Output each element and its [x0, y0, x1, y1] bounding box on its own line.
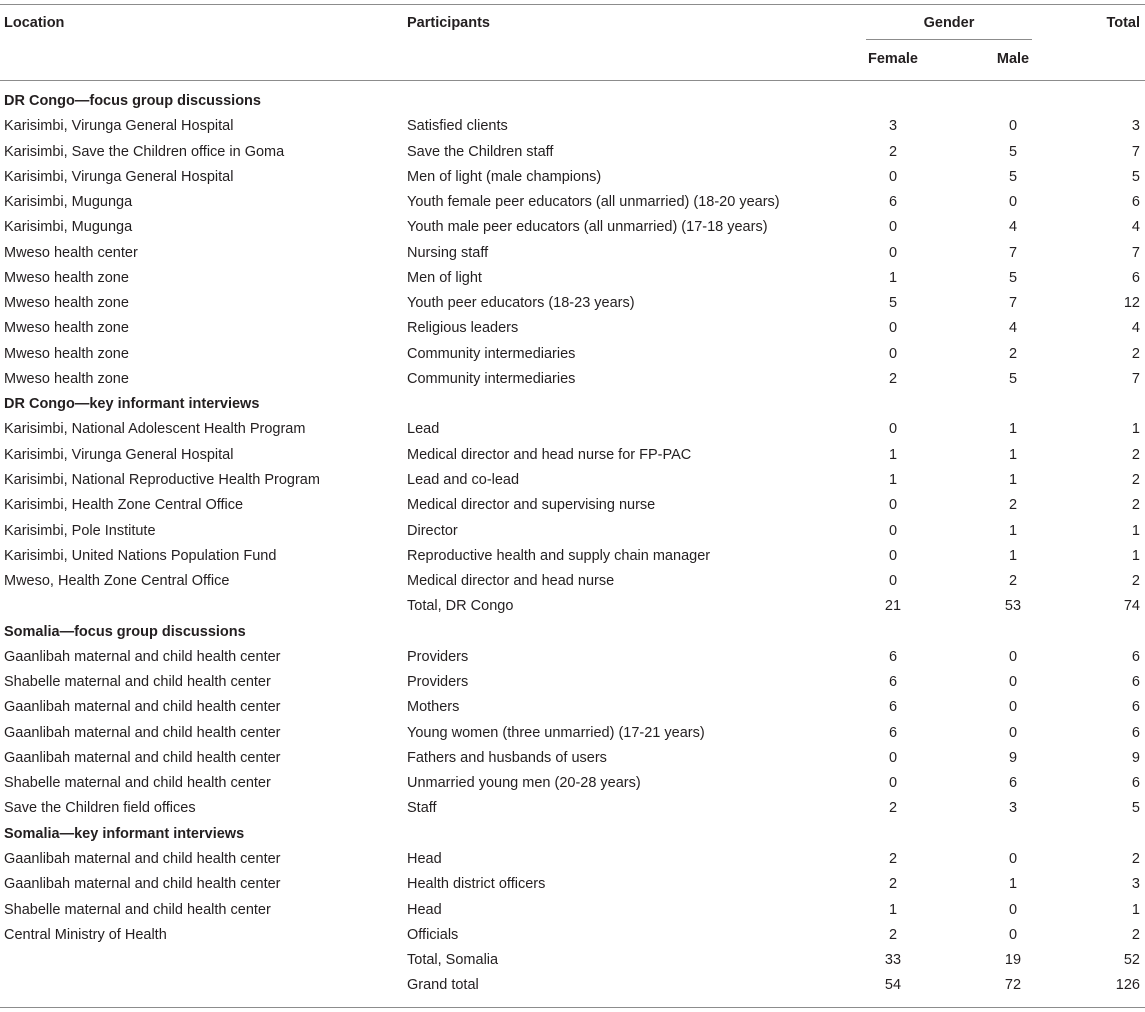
cell-participants: Total, Somalia	[407, 952, 499, 969]
cell-male: 0	[1008, 926, 1018, 943]
table-row	[0, 367, 1145, 392]
cell-male: 3	[1008, 800, 1018, 817]
cell-total: 1	[1131, 522, 1140, 539]
cell-participants: Youth female peer educators (all unmarried) (18-20 years)	[407, 194, 780, 211]
cell-participants: Men of light	[407, 269, 482, 286]
cell-participants: Director	[407, 522, 458, 539]
cell-total: 4	[1131, 320, 1140, 337]
cell-location: Shabelle maternal and child health center	[4, 674, 271, 691]
cell-female: 0	[888, 749, 898, 766]
cell-female: 54	[884, 977, 902, 994]
cell-male: 2	[1008, 345, 1018, 362]
table-row	[0, 544, 1145, 569]
cell-total: 3	[1131, 876, 1140, 893]
section-header-row	[0, 392, 1145, 417]
section-header-row	[0, 620, 1145, 645]
cell-location: Save the Children field offices	[4, 800, 196, 817]
table-row	[0, 493, 1145, 518]
cell-female: 0	[888, 168, 898, 185]
cell-participants: Medical director and supervising nurse	[407, 497, 656, 514]
cell-total: 6	[1131, 648, 1140, 665]
cell-location: Karisimbi, Virunga General Hospital	[4, 118, 234, 135]
cell-location: Karisimbi, National Adolescent Health Program	[4, 421, 306, 438]
cell-male: 2	[1008, 497, 1018, 514]
cell-participants: Lead and co-lead	[407, 471, 520, 488]
cell-participants: Community intermediaries	[407, 370, 576, 387]
cell-participants: Save the Children staff	[407, 143, 554, 160]
cell-total: 6	[1131, 724, 1140, 741]
cell-participants: Officials	[407, 926, 459, 943]
cell-participants: Nursing staff	[407, 244, 489, 261]
cell-location: Karisimbi, Virunga General Hospital	[4, 446, 234, 463]
cell-male: 1	[1008, 522, 1018, 539]
cell-participants: Youth peer educators (18-23 years)	[407, 295, 635, 312]
section-header-row	[0, 822, 1145, 847]
cell-male: 4	[1008, 320, 1018, 337]
table-row	[0, 519, 1145, 544]
cell-location: Mweso health zone	[4, 269, 129, 286]
cell-participants: Mothers	[407, 699, 460, 716]
table-row	[0, 165, 1145, 190]
cell-participants: Lead	[407, 421, 440, 438]
cell-female: 0	[888, 345, 898, 362]
table-row	[0, 316, 1145, 341]
table-row	[0, 594, 1145, 619]
table-row	[0, 468, 1145, 493]
section-header-row	[0, 89, 1145, 114]
cell-location: Gaanlibah maternal and child health center	[4, 648, 281, 665]
table-row	[0, 898, 1145, 923]
cell-location: Mweso health zone	[4, 295, 129, 312]
cell-total: 74	[1123, 598, 1140, 615]
cell-total: 6	[1131, 269, 1140, 286]
cell-male: 2	[1008, 573, 1018, 590]
cell-location: Karisimbi, National Reproductive Health Program	[4, 471, 320, 488]
table-row	[0, 973, 1145, 998]
section-title: DR Congo—focus group discussions	[4, 93, 261, 109]
cell-female: 0	[888, 775, 898, 792]
cell-male: 0	[1008, 118, 1018, 135]
header-bottom-rule	[0, 80, 1145, 81]
cell-participants: Satisfied clients	[407, 118, 508, 135]
cell-participants: Fathers and husbands of users	[407, 749, 607, 766]
cell-location: Karisimbi, Mugunga	[4, 219, 133, 236]
cell-location: Central Ministry of Health	[4, 926, 167, 943]
cell-location: Gaanlibah maternal and child health center	[4, 850, 281, 867]
cell-female: 2	[888, 800, 898, 817]
cell-total: 5	[1131, 168, 1140, 185]
cell-female: 2	[888, 850, 898, 867]
cell-total: 2	[1131, 446, 1140, 463]
cell-male: 53	[1004, 598, 1022, 615]
cell-location: Mweso health zone	[4, 320, 129, 337]
header-female: Female	[868, 51, 918, 67]
cell-total: 7	[1131, 143, 1140, 160]
table-row	[0, 114, 1145, 139]
cell-participants: Medical director and head nurse	[407, 573, 615, 590]
cell-total: 6	[1131, 194, 1140, 211]
cell-participants: Religious leaders	[407, 320, 519, 337]
cell-total: 2	[1131, 573, 1140, 590]
cell-participants: Staff	[407, 800, 437, 817]
table-row	[0, 569, 1145, 594]
cell-male: 7	[1008, 295, 1018, 312]
cell-male: 1	[1008, 876, 1018, 893]
cell-male: 4	[1008, 219, 1018, 236]
header-gender: Gender	[923, 15, 975, 31]
cell-male: 0	[1008, 674, 1018, 691]
cell-total: 2	[1131, 497, 1140, 514]
cell-participants: Young women (three unmarried) (17-21 years)	[407, 724, 705, 741]
cell-male: 72	[1004, 977, 1022, 994]
cell-male: 1	[1008, 471, 1018, 488]
table-row	[0, 645, 1145, 670]
cell-location: Karisimbi, Mugunga	[4, 194, 133, 211]
cell-male: 5	[1008, 269, 1018, 286]
cell-female: 2	[888, 370, 898, 387]
table-row	[0, 291, 1145, 316]
cell-male: 0	[1008, 648, 1018, 665]
cell-female: 3	[888, 118, 898, 135]
cell-participants: Men of light (male champions)	[407, 168, 602, 185]
cell-total: 7	[1131, 244, 1140, 261]
section-title: Somalia—key informant interviews	[4, 825, 245, 842]
table-row	[0, 695, 1145, 720]
table-row	[0, 923, 1145, 948]
table-row	[0, 140, 1145, 165]
cell-female: 0	[888, 522, 898, 539]
cell-male: 1	[1008, 421, 1018, 438]
cell-total: 6	[1131, 699, 1140, 716]
cell-male: 0	[1008, 699, 1018, 716]
table-row	[0, 241, 1145, 266]
section-title: Somalia—focus group discussions	[4, 623, 246, 640]
cell-female: 0	[888, 244, 898, 261]
table-body	[0, 89, 1145, 999]
cell-location: Gaanlibah maternal and child health center	[4, 876, 281, 893]
cell-participants: Reproductive health and supply chain manager	[407, 547, 711, 564]
cell-female: 1	[888, 471, 898, 488]
table-row	[0, 215, 1145, 240]
cell-male: 5	[1008, 143, 1018, 160]
table-row	[0, 746, 1145, 771]
cell-male: 7	[1008, 244, 1018, 261]
cell-participants: Providers	[407, 648, 469, 665]
cell-total: 6	[1131, 775, 1140, 792]
cell-female: 33	[884, 952, 902, 969]
cell-male: 1	[1008, 547, 1018, 564]
cell-location: Karisimbi, Virunga General Hospital	[4, 168, 234, 185]
cell-location: Shabelle maternal and child health center	[4, 901, 271, 918]
cell-participants: Head	[407, 850, 442, 867]
cell-total: 2	[1131, 926, 1140, 943]
cell-location: Mweso health center	[4, 244, 138, 261]
cell-location: Karisimbi, Health Zone Central Office	[4, 497, 244, 514]
cell-total: 2	[1131, 850, 1140, 867]
table-row	[0, 872, 1145, 897]
cell-male: 19	[1004, 952, 1022, 969]
cell-total: 7	[1131, 370, 1140, 387]
table-row	[0, 443, 1145, 468]
header-participants: Participants	[407, 15, 490, 31]
cell-female: 6	[888, 194, 898, 211]
cell-location: Karisimbi, United Nations Population Fund	[4, 547, 277, 564]
cell-location: Mweso, Health Zone Central Office	[4, 573, 230, 590]
table-row	[0, 847, 1145, 872]
cell-location: Karisimbi, Save the Children office in Goma	[4, 143, 285, 160]
cell-location: Gaanlibah maternal and child health center	[4, 749, 281, 766]
cell-male: 0	[1008, 724, 1018, 741]
cell-total: 1	[1131, 901, 1140, 918]
cell-total: 2	[1131, 345, 1140, 362]
cell-location: Karisimbi, Pole Institute	[4, 522, 156, 539]
cell-total: 5	[1131, 800, 1140, 817]
cell-female: 21	[884, 598, 902, 615]
cell-location: Mweso health zone	[4, 345, 129, 362]
cell-female: 6	[888, 674, 898, 691]
cell-participants: Health district officers	[407, 876, 546, 893]
cell-female: 2	[888, 876, 898, 893]
cell-total: 12	[1123, 295, 1140, 312]
header-male: Male	[996, 51, 1030, 67]
cell-female: 2	[888, 143, 898, 160]
cell-male: 0	[1008, 194, 1018, 211]
cell-total: 6	[1131, 674, 1140, 691]
cell-participants: Medical director and head nurse for FP-PAC	[407, 446, 692, 463]
cell-female: 6	[888, 724, 898, 741]
header-location: Location	[4, 15, 65, 31]
cell-female: 0	[888, 573, 898, 590]
gender-span-rule	[866, 39, 1032, 40]
cell-location: Gaanlibah maternal and child health center	[4, 724, 281, 741]
table-row	[0, 796, 1145, 821]
table-row	[0, 266, 1145, 291]
cell-female: 0	[888, 421, 898, 438]
cell-male: 5	[1008, 168, 1018, 185]
table-row	[0, 771, 1145, 796]
cell-total: 9	[1131, 749, 1140, 766]
table-row	[0, 670, 1145, 695]
table-top-rule	[0, 4, 1145, 5]
cell-participants: Providers	[407, 674, 469, 691]
cell-male: 9	[1008, 749, 1018, 766]
header-total: Total	[1106, 15, 1140, 31]
cell-location: Shabelle maternal and child health center	[4, 775, 271, 792]
cell-female: 0	[888, 547, 898, 564]
table-bottom-rule	[0, 1007, 1145, 1008]
table-row	[0, 417, 1145, 442]
table-row	[0, 721, 1145, 746]
cell-participants: Unmarried young men (20-28 years)	[407, 775, 641, 792]
cell-total: 52	[1123, 952, 1140, 969]
cell-female: 6	[888, 699, 898, 716]
cell-male: 5	[1008, 370, 1018, 387]
cell-female: 5	[888, 295, 898, 312]
cell-female: 0	[888, 219, 898, 236]
cell-participants: Head	[407, 901, 442, 918]
cell-female: 1	[888, 269, 898, 286]
cell-female: 1	[888, 901, 898, 918]
cell-male: 1	[1008, 446, 1018, 463]
cell-male: 0	[1008, 850, 1018, 867]
section-title: DR Congo—key informant interviews	[4, 396, 260, 413]
cell-female: 0	[888, 320, 898, 337]
cell-total: 2	[1131, 471, 1140, 488]
cell-female: 6	[888, 648, 898, 665]
cell-total: 1	[1131, 421, 1140, 438]
cell-female: 1	[888, 446, 898, 463]
cell-location: Gaanlibah maternal and child health center	[4, 699, 281, 716]
table-row	[0, 190, 1145, 215]
cell-total: 1	[1131, 547, 1140, 564]
cell-total: 3	[1131, 118, 1140, 135]
cell-male: 6	[1008, 775, 1018, 792]
cell-participants: Youth male peer educators (all unmarried) (17-18 years)	[407, 219, 768, 236]
cell-location: Mweso health zone	[4, 370, 129, 387]
cell-total: 126	[1115, 977, 1140, 994]
cell-female: 2	[888, 926, 898, 943]
cell-male: 0	[1008, 901, 1018, 918]
table-row	[0, 948, 1145, 973]
table-row	[0, 342, 1145, 367]
cell-total: 4	[1131, 219, 1140, 236]
cell-participants: Community intermediaries	[407, 345, 576, 362]
cell-participants: Total, DR Congo	[407, 598, 514, 615]
cell-participants: Grand total	[407, 977, 479, 994]
cell-female: 0	[888, 497, 898, 514]
